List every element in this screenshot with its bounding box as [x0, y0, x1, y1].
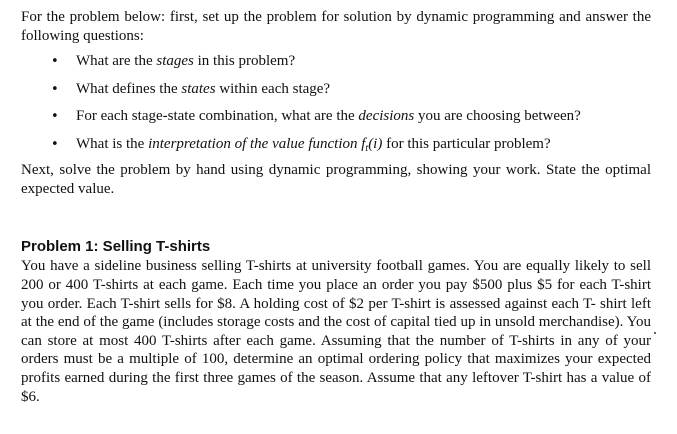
bullet-icon: •: [51, 54, 59, 70]
value-function-subscript: t: [365, 142, 369, 154]
question-value-function: [21, 135, 651, 154]
question-text-pre: What defines the: [76, 80, 182, 97]
problem-heading: Problem 1: Selling T-shirts: [21, 238, 211, 256]
question-emphasis: interpretation of the value function f: [148, 135, 366, 152]
question-emphasis: stages: [156, 53, 194, 70]
bullet-icon: •: [51, 136, 59, 152]
document-page: [21, 8, 651, 406]
question-text-post: you are choosing between?: [414, 108, 581, 125]
intro-paragraph: For the problem below: first, set up the problem for solution by dynamic programming and answer the following questions:: [21, 9, 651, 45]
bullet-icon: •: [51, 109, 59, 125]
question-text-post: within each stage?: [215, 80, 331, 97]
next-paragraph: Next, solve the problem by hand using dynamic programming, showing your work. State the optimal expected value.: [21, 161, 651, 198]
question-stages: [21, 52, 651, 71]
question-decisions: [21, 107, 651, 126]
stray-mark: [654, 332, 656, 334]
question-text-post: in this problem?: [193, 53, 296, 70]
question-text-pre: What are the: [76, 53, 157, 70]
questions-list: [21, 52, 651, 153]
value-function-argument: (i): [368, 135, 383, 152]
question-text-pre: What is the: [76, 135, 149, 152]
question-text-post: for this particular problem?: [382, 135, 551, 152]
question-emphasis: decisions: [358, 108, 415, 125]
question-emphasis: states: [181, 80, 216, 97]
question-states: [21, 80, 651, 99]
question-text-pre: For each stage-state combination, what are the: [76, 108, 359, 125]
problem-body: You have a sideline business selling T-shirts at university football games. You are equally likely to sell 200 or 400 T-shirts at each game. Each time you place an order you pay $500 plus $5 for each T-shirt you order. Each T-shirt sells for $8. A holding cost of $2 per T-shirt is assessed against each T- shirt left at the end of the game (includes storage costs and the cost of capital tied up in unsold merchandise). You can store at most 400 T-shirts after each game. Assuming that the number of T-shirts in any of your orders must be a multiple of 100, determine an optimal ordering policy that maximizes your expected profits earned during the first three games of the season. Assume that any leftover T-shirt has a value of $6.: [21, 258, 651, 405]
bullet-icon: •: [51, 81, 59, 97]
